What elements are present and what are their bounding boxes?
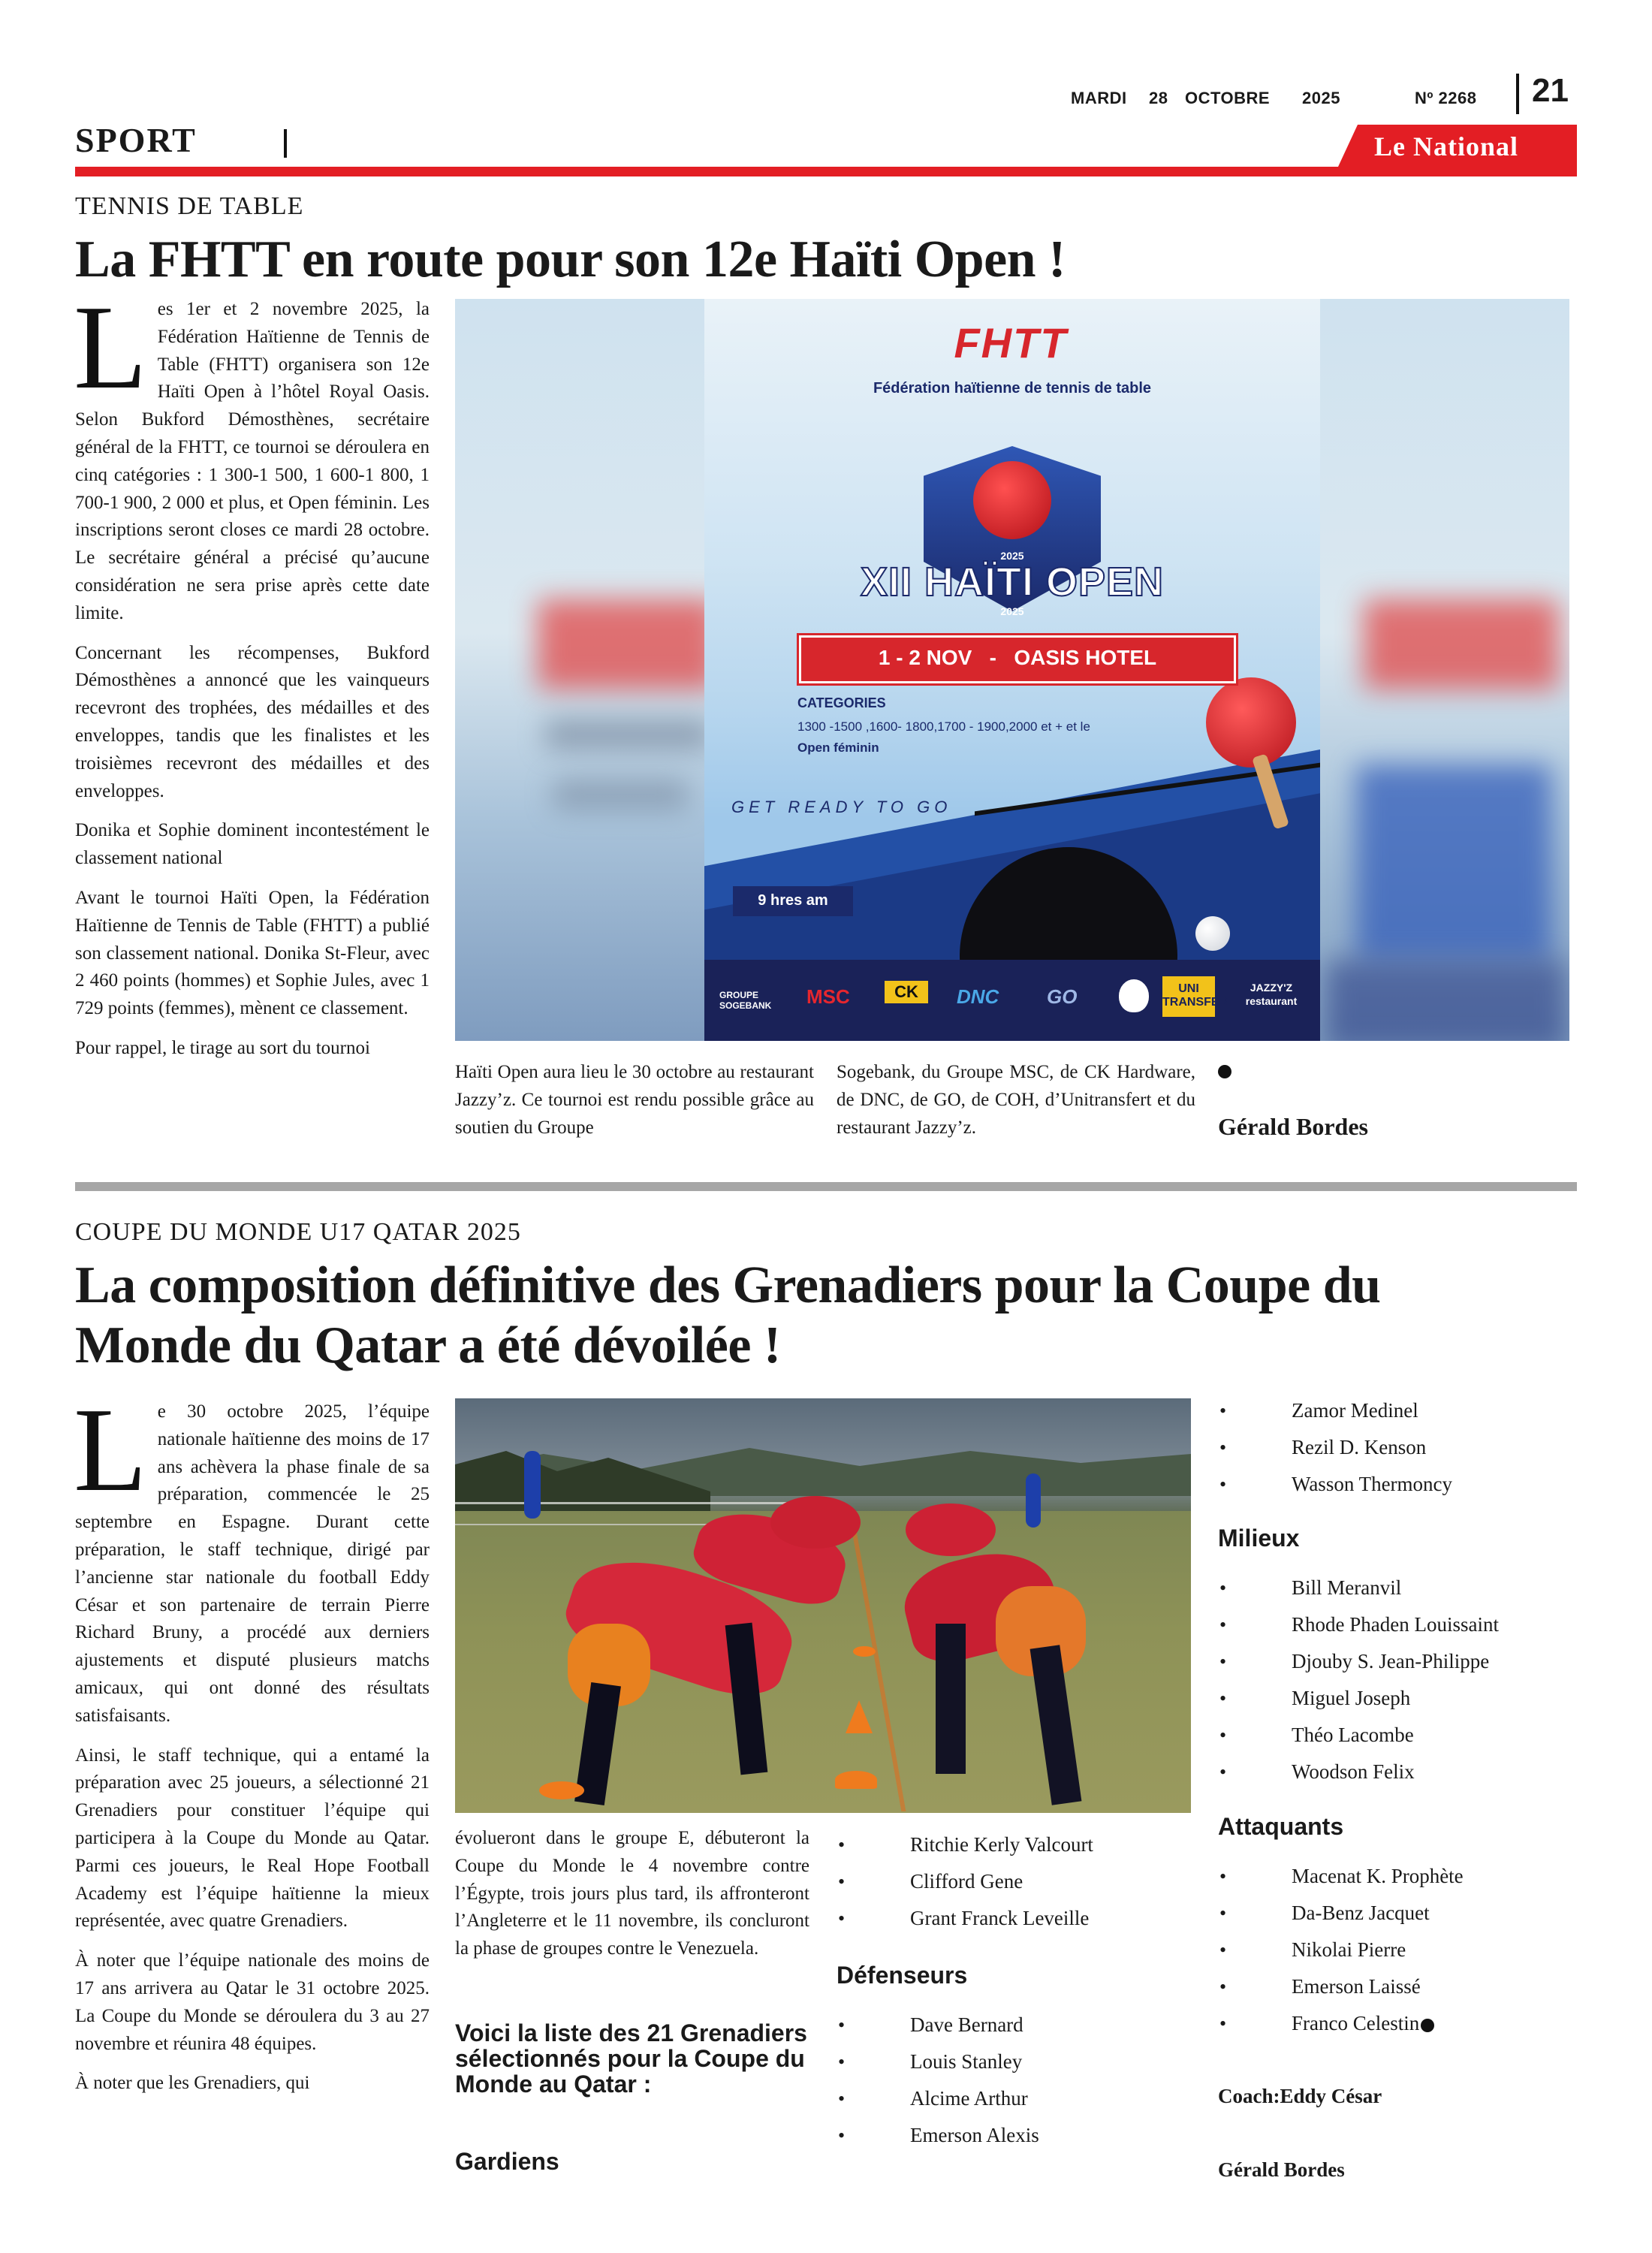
forwards-list <box>1218 1858 1571 2042</box>
list-item: • Nikolai Pierre <box>1218 1932 1571 1968</box>
poster-time: 9 hres am <box>758 892 828 909</box>
article1-headline: La FHTT en route pour son 12e Haïti Open ! <box>75 231 1066 288</box>
training-photo <box>455 1398 1191 1813</box>
poster-title-year: 2025 <box>1000 605 1024 617</box>
list-item: • Rhode Phaden Louissaint <box>1218 1606 1571 1643</box>
poster-title-small: 2025 <box>1000 550 1024 562</box>
defenders-list-continued <box>1218 1392 1571 1503</box>
end-mark-icon <box>1218 1065 1231 1078</box>
section-divider <box>284 129 287 158</box>
end-mark <box>1218 1065 1231 1078</box>
fhtt-logo: FHTT <box>954 319 1068 366</box>
section-title: SPORT <box>75 121 197 159</box>
poster-categories: 1300 -1500 ,1600- 1800,1700 - 1900,2000 et + et le <box>797 719 1090 734</box>
issue-number: Nº 2268 <box>1415 89 1477 107</box>
list-item: • Clifford Gene <box>837 1863 1182 1900</box>
article1-column-2 <box>455 1059 814 1154</box>
forwards-heading: Attaquants <box>1218 1813 1344 1840</box>
header-year: 2025 <box>1302 89 1340 107</box>
sponsor-coh-icon <box>1119 979 1149 1012</box>
paddle-icon <box>1206 677 1296 768</box>
defenders-list <box>837 2007 1182 2154</box>
player-name: Franco Celestin <box>1292 2012 1420 2034</box>
article1-paragraph: Donika et Sophie dominent incontestément le classement national <box>75 820 430 869</box>
article2-column-1 <box>74 1383 430 2110</box>
list-item: • Grant Franck Leveille <box>837 1900 1182 1937</box>
poster-federation: Fédération haïtienne de tennis de table <box>873 380 1152 397</box>
sponsor-ck: CK <box>885 981 928 1003</box>
defenders-heading: Défenseurs <box>837 1962 968 1989</box>
sponsor-go: GO <box>1047 985 1078 1008</box>
poster-dates: 1 - 2 NOV - OASIS HOTEL <box>878 646 1157 669</box>
article2-paragraph: évolueront dans le groupe E, débuteront la Coupe du Monde le 4 novembre contre l’Égypte, trois jours plus tard, ils affronteront l’Angleterre et le 11 novembre, ils concluront la phase de groupes contre le Venezuela. <box>455 1828 809 1959</box>
list-item: • Emerson Laissé <box>1218 1968 1571 2005</box>
list-item: • Ritchie Kerly Valcourt <box>837 1826 1182 1863</box>
list-item: • Rezil D. Kenson <box>1218 1429 1571 1466</box>
article1-paragraph: Sogebank, du Groupe MSC, de CK Hardware, de DNC, de GO, de COH, d’Unitransfert et du restaurant Jazzy’z. <box>837 1062 1195 1138</box>
article-divider <box>75 1182 1577 1191</box>
poster-categories-label: CATEGORIES <box>797 695 886 710</box>
end-mark-icon <box>1421 2019 1434 2032</box>
article1-paragraph: Concernant les récompenses, Bukford Démosthènes a annoncé que les vainqueurs recevront des trophées, des médailles et des enveloppes, tandis que les finalistes et les troisièmes recevront des médailles et des enveloppes. <box>75 642 430 801</box>
sponsor-sogebank: GROUPE SOGEBANK <box>719 990 772 1011</box>
list-item: • Théo Lacombe <box>1218 1717 1571 1754</box>
article1-paragraph: Haïti Open aura lieu le 30 octobre au restaurant Jazzy’z. Ce tournoi est rendu possible grâce au soutien du Groupe <box>455 1062 814 1138</box>
article2-kicker: COUPE DU MONDE U17 QATAR 2025 <box>75 1218 521 1246</box>
ball-icon <box>1195 916 1230 951</box>
article2-byline: Gérald Bordes <box>1218 2158 1345 2181</box>
header-date: 28 <box>1149 89 1168 107</box>
article2-paragraph: À noter que l’équipe nationale des moins de 17 ans arrivera au Qatar le 31 octobre 2025. La Coupe du Monde se déroulera du 3 au 27 novembre et réunira 48 équipes. <box>75 1950 430 2054</box>
article2-headline-line1: La composition définitive des Grenadiers pour la Coupe du <box>75 1256 1381 1314</box>
list-item <box>1218 2005 1571 2042</box>
header-month: OCTOBRE <box>1185 89 1271 107</box>
list-item: • Zamor Medinel <box>1218 1392 1571 1429</box>
article2-paragraph: e 30 octobre 2025, l’équipe nationale haïtienne des moins de 17 ans achèvera la phase finale de sa préparation, commencée le 25 septembre en Espagne. Durant cette préparation, le staff technique, dirigé par l’ancienne star nationale du football Eddy César et son partenaire de terrain Pierre Richard Bruny, a procédé aux derniers ajustements et disputé plusieurs matchs amicaux, qui ont donné des résultats satisfaisants. <box>75 1401 430 1726</box>
tournament-poster <box>704 299 1320 1041</box>
goalkeepers-heading: Gardiens <box>455 2148 559 2175</box>
article1-kicker: TENNIS DE TABLE <box>75 192 304 220</box>
poster-title: XII HAÏTI OPEN <box>860 559 1165 605</box>
goalkeepers-list <box>837 1826 1182 1937</box>
article2-paragraph: Ainsi, le staff technique, qui a entamé la préparation avec 25 joueurs, a sélectionné 21 Grenadiers pour constituer l’équipe qui participera à la Coupe du Monde au Qatar. Parmi ces joueurs, le Real Hope Football Academy est l’équipe haïtienne la mieux représentée, avec quatre Grenadiers. <box>75 1745 430 1932</box>
sponsor-unitransfer: UNI TRANSFER <box>1162 976 1215 1017</box>
sponsor-bar <box>704 960 1320 1041</box>
brand-name: Le National <box>1374 131 1519 161</box>
header-day: MARDI <box>1071 89 1127 107</box>
list-item: • Miguel Joseph <box>1218 1680 1571 1717</box>
list-item: • Dave Bernard <box>837 2007 1182 2043</box>
list-item: • Emerson Alexis <box>837 2117 1182 2154</box>
midfielders-list <box>1218 1570 1571 1790</box>
list-item: • Bill Meranvil <box>1218 1570 1571 1606</box>
page-number: 21 <box>1532 72 1569 109</box>
article1-paragraph: es 1er et 2 novembre 2025, la Fédération Haïtienne de Tennis de Table (FHTT) organisera son 12e Haïti Open à l’hôtel Royal Oasis. Selon Bukford Démosthènes, secrétaire général de la FHTT, ce tournoi se déroulera en cinq catégories : 1 300-1 500, 1 600-1 800, 1 700-1 900, 2 000 et plus, et Open féminin. Les inscriptions seront closes ce mardi 28 octobre. Le secrétaire général a précisé qu’aucune considération ne sera prise après cette date limite. <box>75 299 430 623</box>
article1-byline: Gérald Bordes <box>1218 1113 1368 1140</box>
article1-column-1 <box>74 280 430 1075</box>
sponsor-dnc: DNC <box>957 985 999 1008</box>
article1-paragraph: Pour rappel, le tirage au sort du tournoi <box>75 1037 370 1058</box>
list-item: • Da-Benz Jacquet <box>1218 1895 1571 1932</box>
header-rule <box>75 167 1577 176</box>
article2-column-2 <box>455 1825 809 1975</box>
coach-line: Coach:Eddy César <box>1218 2085 1382 2107</box>
article1-paragraph: Avant le tournoi Haïti Open, la Fédération Haïtienne de Tennis de Table (FHTT) a publié son classement national. Donika St-Fleur, avec 2 460 points (hommes) et Sophie Jules, avec 1 729 points (femmes), mènent ce classement. <box>75 887 430 1019</box>
squad-list-intro: Voici la liste des 21 Grenadiers sélectionnés pour la Coupe du Monde au Qatar : <box>455 2019 807 2098</box>
list-item: • Woodson Felix <box>1218 1754 1571 1790</box>
list-item: • Alcime Arthur <box>837 2080 1182 2117</box>
poster-tagline: GET READY TO GO <box>731 798 952 816</box>
article1-drop-cap: L <box>74 280 147 414</box>
sponsor-msc: MSC <box>806 985 850 1008</box>
article2-paragraph: À noter que les Grenadiers, qui <box>75 2073 310 2094</box>
header-divider <box>1516 74 1519 114</box>
article1-column-3 <box>837 1059 1195 1154</box>
sponsor-jazzyz: JAZZY'Z restaurant <box>1245 982 1298 1007</box>
midfielders-heading: Milieux <box>1218 1525 1300 1552</box>
poster-categories-2: Open féminin <box>797 740 879 755</box>
list-item: • Louis Stanley <box>837 2043 1182 2080</box>
article2-drop-cap: L <box>74 1383 147 1516</box>
list-item: • Wasson Thermoncy <box>1218 1466 1571 1503</box>
list-item: • Macenat K. Prophète <box>1218 1858 1571 1895</box>
article2-headline-line2: Monde du Qatar a été dévoilée ! <box>75 1317 781 1374</box>
list-item: • Djouby S. Jean-Philippe <box>1218 1643 1571 1680</box>
